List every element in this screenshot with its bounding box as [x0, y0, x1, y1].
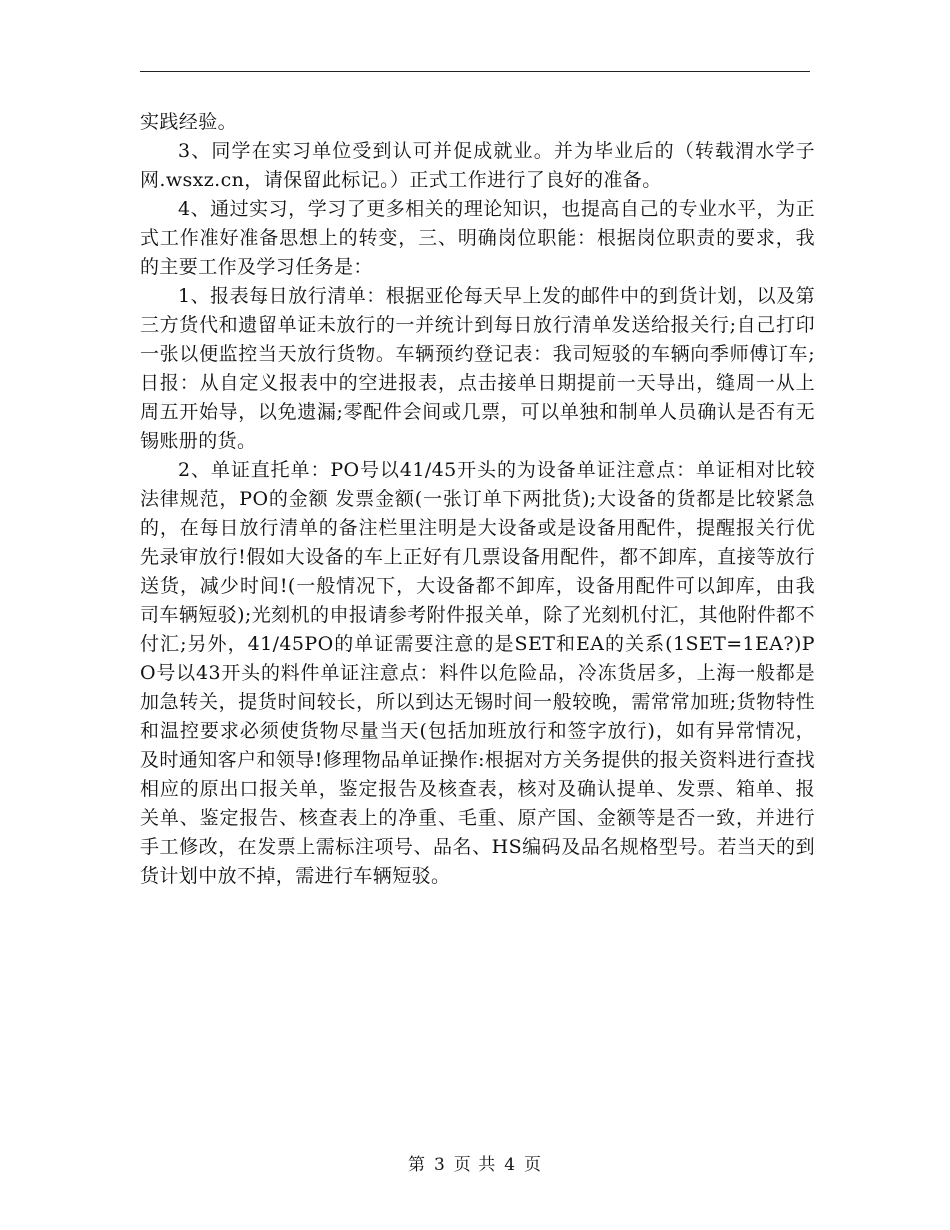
paragraph-continuation: 实践经验。 — [140, 111, 238, 133]
footer-middle: 页 共 — [453, 1155, 497, 1175]
paragraph-item-3: 3、同学在实习单位受到认可并促成就业。并为毕业后的（转载渭水学子网.wsxz.cn，请保留此标记。）正式工作进行了良好的准备。 — [140, 140, 815, 191]
header-rule — [140, 71, 810, 72]
document-body — [140, 108, 815, 891]
footer-current-page: 3 — [433, 1155, 446, 1175]
footer-total-pages: 4 — [504, 1155, 517, 1175]
page-footer — [0, 1150, 950, 1175]
paragraph-daily-report: 1、报表每日放行清单：根据亚伦每天早上发的邮件中的到货计划，以及第三方货代和遗留单证未放行的一并统计到每日放行清单发送给报关行;自己打印一张以便监控当天放行货物。车辆预约登记表：我司短驳的车辆向季师傅订车;日报：从自定义报表中的空进报表，点击接单日期提前一天导出，缝周一从上周五开始导，以免遗漏;零配件会间或几票，可以单独和制单人员确认是否有无锡账册的货。 — [140, 285, 815, 452]
footer-prefix: 第 — [407, 1155, 426, 1175]
footer-suffix: 页 — [524, 1155, 543, 1175]
paragraph-document-handling: 2、单证直托单：PO号以41/45开头的为设备单证注意点：单证相对比较法律规范，PO的金额 发票金额(一张订单下两批货);大设备的货都是比较紧急的，在每日放行清单的备注栏里注明是大设备或是设备用配件，提醒报关行优先录审放行!假如大设备的车上正好有几票设备用配件，都不卸库，直接等放行送货，减少时间!(一般情况下，大设备都不卸库，设备用配件可以卸库，由我司车辆短驳);光刻机的申报请参考附件报关单，除了光刻机付汇，其他附件都不付汇;另外，41/45PO的单证需要注意的是SET和EA的关系(1SET=1EA?)PO号以43开头的料件单证注意点：料件以危险品，冷冻货居多，上海一般都是加急转关，提货时间较长，所以到达无锡时间一般较晚，需常常加班;货物特性和温控要求必须使货物尽量当天(包括加班放行和签字放行)，如有异常情况，及时通知客户和领导!修理物品单证操作:根据对方关务提供的报关资料进行查找相应的原出口报关单，鉴定报告及核查表，核对及确认提单、发票、箱单、报关单、鉴定报告、核查表上的净重、毛重、原产国、金额等是否一致，并进行手工修改，在发票上需标注项号、品名、HS编码及品名规格型号。若当天的到货计划中放不掉，需进行车辆短驳。 — [140, 459, 815, 887]
paragraph-item-4: 4、通过实习，学习了更多相关的理论知识，也提高自己的专业水平，为正式工作准好准备思想上的转变，三、明确岗位职能：根据岗位职责的要求，我的主要工作及学习任务是： — [140, 198, 815, 278]
